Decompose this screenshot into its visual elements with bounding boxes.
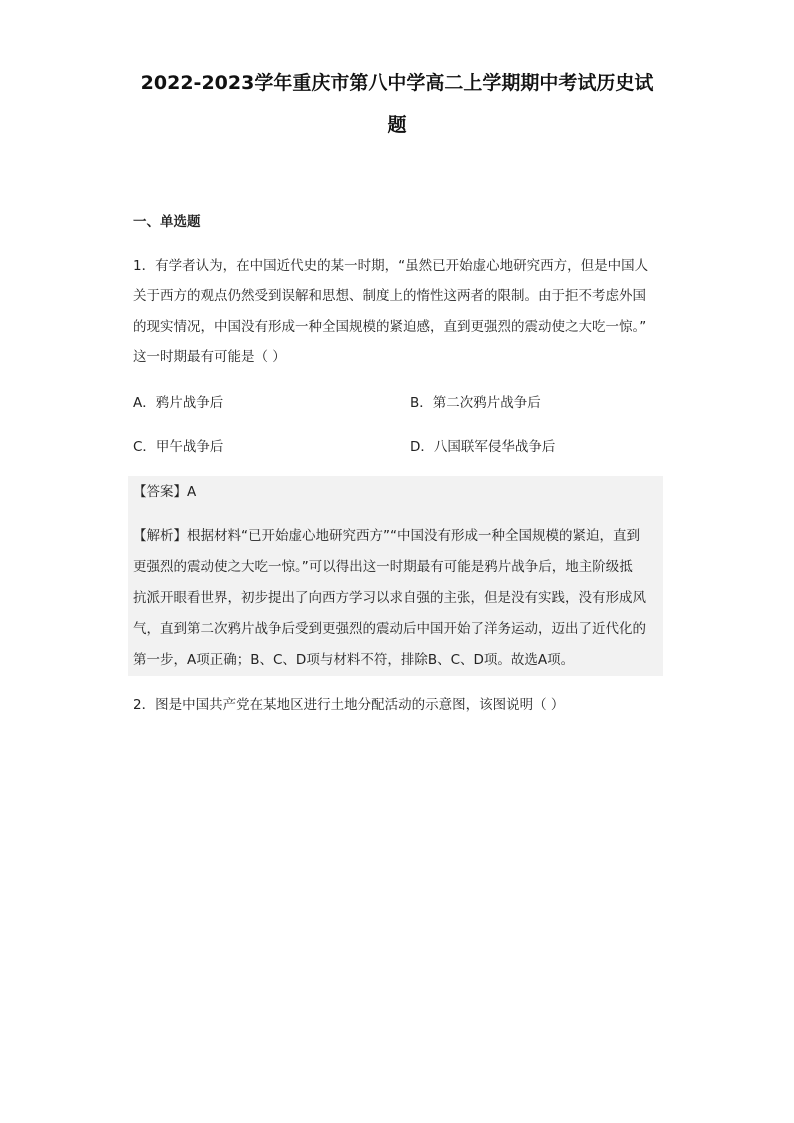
question-1-analysis-line-3: 抗派开眼看世界，初步提出了向西方学习以求自强的主张，但是没有实践，没有形成风 [133, 590, 646, 606]
question-2-line-1: 2．图是中国共产党在某地区进行土地分配活动的示意图，该图说明（ ） [133, 697, 565, 713]
question-1-option-a: A．鸦片战争后 [133, 395, 224, 411]
question-1-option-b: B．第二次鸦片战争后 [410, 395, 541, 411]
question-1-option-c: C．甲午战争后 [133, 439, 224, 455]
question-1-analysis-line-1: 【解析】根据材料“已开始虚心地研究西方”“中国没有形成一种全国规模的紧迫，直到 [133, 528, 640, 544]
section-heading: 一、单选题 [133, 214, 201, 230]
question-1-answer: 【答案】A [133, 484, 197, 500]
question-1-line-1: 1．有学者认为，在中国近代史的某一时期，“虽然已开始虚心地研究西方，但是中国人 [133, 258, 649, 274]
question-1-analysis-line-2: 更强烈的震动使之大吃一惊。”可以得出这一时期最有可能是鸦片战争后，地主阶级抵 [133, 559, 633, 575]
document-title-line-1: 2022-2023学年重庆市第八中学高二上学期期中考试历史试 [140, 72, 654, 94]
question-1-option-d: D．八国联军侵华战争后 [410, 439, 556, 455]
question-1-analysis-line-5: 第一步，A项正确；B、C、D项与材料不符，排除B、C、D项。故选A项。 [133, 652, 575, 668]
document-title-line-2: 题 [387, 114, 407, 136]
question-1-analysis-line-4: 气，直到第二次鸦片战争后受到更强烈的震动后中国开始了洋务运动，迈出了近代化的 [133, 621, 646, 637]
question-1-line-3: 的现实情况，中国没有形成一种全国规模的紧迫感，直到更强烈的震动使之大吃一惊。” [133, 319, 647, 335]
question-1-line-2: 关于西方的观点仍然受到误解和思想、制度上的惰性这两者的限制。由于拒不考虑外国 [133, 288, 646, 304]
question-1-line-4: 这一时期最有可能是（ ） [133, 349, 286, 365]
